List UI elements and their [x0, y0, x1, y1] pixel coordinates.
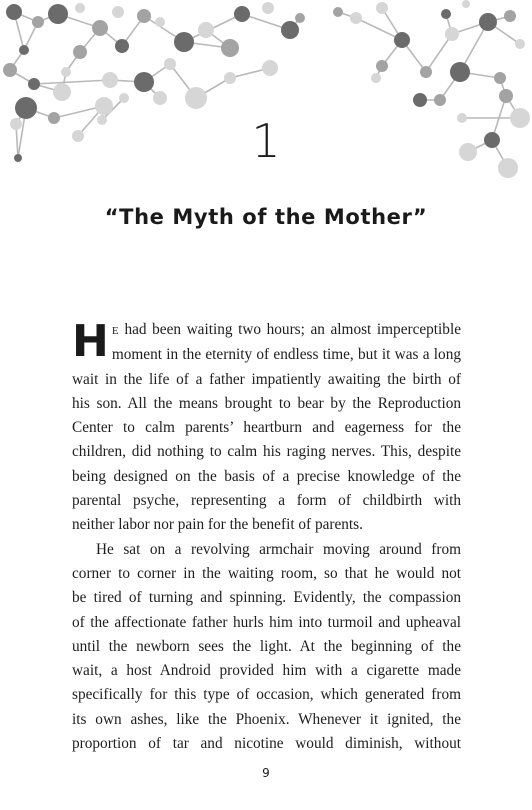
text-line: E had been waiting two hours; an almost imperceptible [111, 321, 461, 338]
molecule-atom [174, 32, 194, 52]
molecule-atom [112, 6, 124, 18]
molecule-atom [75, 3, 85, 13]
text-line: proportion of tar and nicotine would diminish, without [72, 735, 461, 753]
molecule-atom [15, 97, 37, 119]
text-line: being designed on the basis of a precise knowledge of the [72, 467, 461, 485]
molecule-atom [441, 9, 451, 19]
molecule-atom [115, 39, 129, 53]
text-line: neither labor nor pain for the benefit of parents. [72, 516, 363, 534]
molecule-atom [221, 39, 239, 57]
molecule-atom [164, 58, 176, 70]
molecule-atom [119, 93, 129, 103]
molecule-atom [420, 66, 432, 78]
molecule-atom [73, 45, 87, 59]
molecule-atom [462, 0, 470, 8]
molecule-atom [134, 72, 154, 92]
molecule-atom [185, 87, 207, 109]
molecule-atom [53, 83, 71, 101]
page-number: 9 [262, 766, 270, 780]
molecule-atom [515, 39, 525, 49]
text-line: until the newborn sees the light. At the beginning of the [72, 637, 461, 655]
molecule-atom [394, 32, 410, 48]
text-line: of the affectionate father hurls him into turmoil and upheaval [72, 613, 461, 631]
molecule-atom [6, 4, 22, 20]
text-line: moment in the eternity of endless time, but it was a long [111, 346, 461, 364]
molecule-atom [155, 17, 165, 27]
molecule-atom [376, 2, 388, 14]
molecule-atom [234, 6, 250, 22]
body-text [72, 318, 461, 756]
molecule-atom [92, 20, 108, 36]
molecule-atom [262, 2, 274, 14]
text-line: his son. All the means brought to bear by the Reproduction [72, 394, 461, 412]
small-caps: E [111, 325, 119, 337]
molecule-atom [61, 67, 71, 77]
molecule-atom [479, 13, 497, 31]
drop-cap: H [72, 316, 109, 367]
molecule-atom [295, 13, 305, 23]
molecule-bond [34, 80, 110, 84]
chapter-number: 1 [251, 114, 281, 168]
molecule-atom [371, 73, 381, 83]
molecule-atom [48, 4, 68, 24]
text-line: Center to calm parents’ heartburn and eagerness for the [72, 419, 461, 437]
molecule-atom [198, 22, 214, 38]
molecule-atom [450, 62, 470, 82]
text-line: He sat on a revolving armchair moving around from [96, 540, 461, 558]
molecule-atom [32, 16, 44, 28]
text-line: corner to corner in the waiting room, so that he would not [72, 564, 461, 582]
molecule-atom [102, 72, 118, 88]
molecule-atom [224, 72, 236, 84]
molecule-atom [19, 45, 29, 55]
text-line: wait in the life of a father impatiently awaiting the birth of [72, 370, 461, 388]
molecule-atom [95, 97, 113, 115]
molecule-atom [504, 10, 516, 22]
text-line: children, did nothing to calm his raging nerves. This, despite [72, 443, 461, 461]
molecule-atom [281, 21, 299, 39]
text-line: wait, a host Android provided him with a cigarette made [72, 662, 461, 680]
paragraph-1 [72, 318, 461, 538]
text-line: its own ashes, like the Phoenix. Whenever it ignited, the [72, 710, 461, 728]
text-line: parental psyche, representing a form of childbirth with [72, 492, 461, 510]
molecule-atom [494, 72, 506, 84]
molecule-atom [499, 89, 513, 103]
molecule-atom [413, 93, 427, 107]
text-line: be tired of turning and spinning. Evidently, the compassion [72, 589, 461, 607]
molecule-atom [3, 63, 17, 77]
paragraph-2 [72, 538, 461, 757]
molecule-atom [333, 7, 343, 17]
text-line: specifically for this type of occasion, which generated from [72, 686, 461, 704]
molecule-atom [153, 91, 167, 105]
molecule-atom [262, 60, 278, 76]
molecule-atom [434, 94, 446, 106]
molecule-atom [445, 27, 459, 41]
chapter-title: “The Myth of the Mother” [104, 205, 428, 229]
molecule-atom [28, 78, 40, 90]
molecule-atom [350, 12, 362, 24]
molecule-atom [137, 9, 151, 23]
molecule-atom [376, 60, 388, 72]
